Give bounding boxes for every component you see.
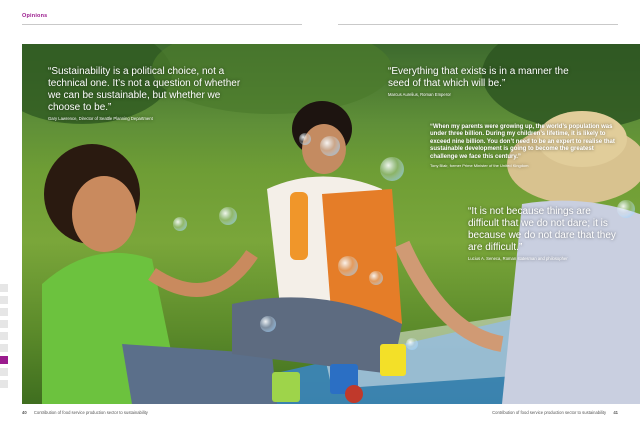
quote-seneca xyxy=(468,206,618,261)
quote-attribution: Lucius A. Seneca, Roman statesman and philosopher xyxy=(468,256,568,261)
quote-attribution: Marcus Aurelius, Roman Emperor xyxy=(388,92,451,97)
quote-lawrence xyxy=(48,66,248,121)
page-number: 40 xyxy=(22,410,27,415)
quote-attribution: Tony Blair, former Prime Minister of the United Kingdom xyxy=(430,163,529,169)
running-title: Contribution of food service production sector to sustainability xyxy=(33,410,148,415)
quote-attribution: Gary Lawrence, Director of Seattle Planning Department xyxy=(48,116,153,121)
footer-right xyxy=(492,410,618,415)
quote-text: “When my parents were growing up, the world’s population was under three billion. During my children’s lifetime, it is likely to exceed nine billion. You don’t need to be an expert to realise that sustainable development is going to become the greatest challenge we face this century.” xyxy=(430,124,615,160)
quote-text: “Sustainability is a political choice, not a technical one. It’s not a question of whether we can be sustainable, but whether we choose to be.” xyxy=(48,66,241,113)
quote-blair xyxy=(430,124,620,168)
footer-left xyxy=(22,410,148,415)
header-rule-right xyxy=(338,24,618,25)
active-tab xyxy=(0,356,8,364)
header-rule-left xyxy=(22,24,302,25)
running-title: Contribution of food service production sector to sustainability xyxy=(492,410,607,415)
page-number: 41 xyxy=(613,410,618,415)
quote-text: “Everything that exists is in a manner the seed of that which will be.” xyxy=(388,66,569,89)
quote-text: “It is not because things are difficult that we do not dare; it is because we do not dare that they are difficult.” xyxy=(468,206,616,253)
section-label: Opinions xyxy=(22,13,48,19)
quote-aurelius xyxy=(388,66,578,97)
